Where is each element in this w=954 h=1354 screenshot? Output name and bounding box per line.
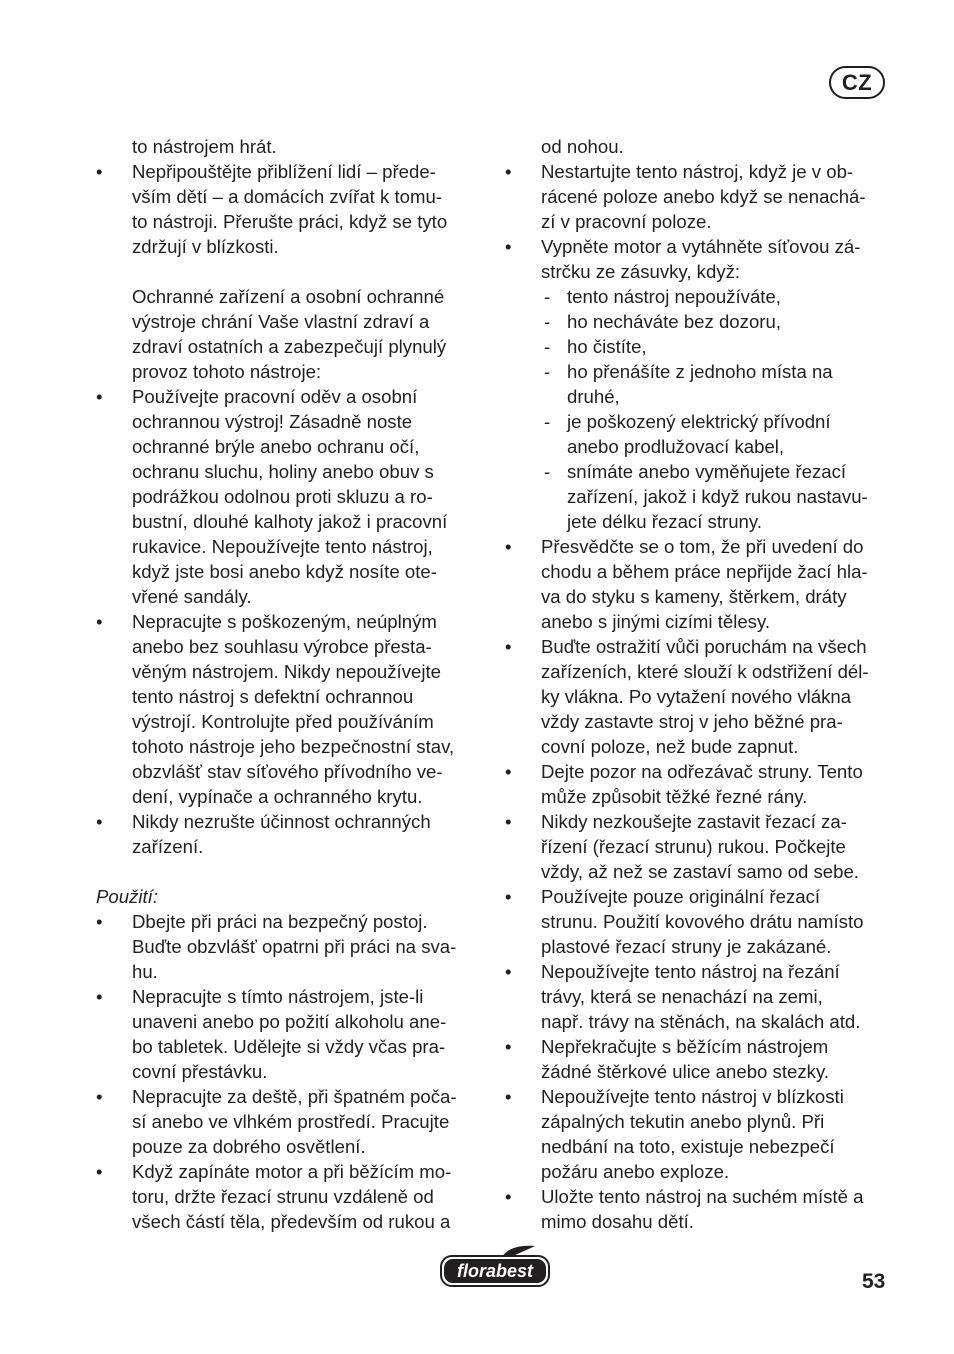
text-line: Nikdy nezkoušejte zastavit řezací za-	[541, 811, 847, 832]
text-line: ho čistíte,	[567, 336, 647, 357]
bullet-item	[505, 884, 905, 959]
bullet-item	[505, 1184, 905, 1234]
logo-text: florabest	[456, 1261, 534, 1281]
bullet-mark: •	[96, 986, 103, 1007]
bullet-item	[505, 959, 905, 1034]
bullet-mark: •	[505, 1036, 512, 1057]
text-line: Nepoužívejte tento nástroj v blízkosti	[541, 1086, 844, 1107]
text-line: covní přestávku.	[132, 1061, 268, 1082]
left-text-column	[96, 134, 492, 1234]
text-line: dení, vypínače a ochranného krytu.	[132, 786, 423, 807]
bullet-item	[96, 809, 492, 859]
text-paragraph	[505, 134, 905, 159]
text-line: ho necháváte bez dozoru,	[567, 311, 781, 332]
text-line: Nepracujte s tímto nástrojem, jste-li	[132, 986, 424, 1007]
text-line: vším dětí – a domácích zvířat k tomu-	[132, 186, 443, 207]
text-line: provoz tohoto nástroje:	[132, 361, 322, 382]
text-line: anebo bez souhlasu výrobce přesta-	[132, 636, 432, 657]
text-line: např. trávy na stěnách, na skalách atd.	[541, 1011, 861, 1032]
dash-mark: -	[544, 411, 551, 432]
bullet-item	[505, 1034, 905, 1084]
text-line: Buďte ostražití vůči poruchám na všech	[541, 636, 867, 657]
language-code: CZ	[841, 69, 873, 95]
text-line: nedbání na toto, existuje nebezpečí	[541, 1136, 835, 1157]
dash-item	[505, 309, 905, 334]
bullet-item	[505, 234, 905, 284]
bullet-item	[96, 384, 492, 609]
text-line: chodu a během práce nepřijde žací hla-	[541, 561, 868, 582]
text-line: zařízení.	[132, 836, 204, 857]
text-line: Nikdy nezrušte účinnost ochranných	[132, 811, 431, 832]
bullet-mark: •	[505, 961, 512, 982]
text-line: ochrannou výstroj! Zásadně noste	[132, 411, 413, 432]
text-line: pouze za dobrého osvětlení.	[132, 1136, 366, 1157]
text-line: Používejte pouze originální řezací	[541, 886, 821, 907]
text-line: Používejte pracovní oděv a osobní	[132, 386, 418, 407]
text-line: žádné štěrkové ulice anebo stezky.	[541, 1061, 830, 1082]
text-line: může způsobit těžké řezné rány.	[541, 786, 808, 807]
bullet-item	[96, 984, 492, 1084]
text-line: Dbejte při práci na bezpečný postoj.	[132, 911, 428, 932]
bullet-item	[505, 534, 905, 634]
text-line: Vypněte motor a vytáhněte síťovou zá-	[541, 236, 861, 257]
text-line: strunu. Použití kovového drátu namísto	[541, 911, 864, 932]
text-line: snímáte anebo vyměňujete řezací	[567, 461, 847, 482]
right-text-column	[505, 134, 905, 1234]
text-line: tento nástroj s defektní ochrannou	[132, 686, 414, 707]
text-line: Nepracujte s poškozeným, neúplným	[132, 611, 437, 632]
text-line: všech částí těla, především od rukou a	[132, 1211, 451, 1232]
bullet-mark: •	[96, 1086, 103, 1107]
paragraph-spacer	[96, 859, 492, 884]
text-line: Nestartujte tento nástroj, když je v ob-	[541, 161, 854, 182]
text-line: rukavice. Nepoužívejte tento nástroj,	[132, 536, 433, 557]
text-line: va do styku s kameny, štěrkem, dráty	[541, 586, 847, 607]
text-line: covní poloze, než bude zapnut.	[541, 736, 799, 757]
text-line: hu.	[132, 961, 158, 982]
dash-item	[505, 284, 905, 309]
text-line: Nepřekračujte s běžícím nástrojem	[541, 1036, 829, 1057]
bullet-mark: •	[505, 236, 512, 257]
text-line: tento nástroj nepoužíváte,	[567, 286, 781, 307]
text-line: je poškozený elektrický přívodní	[567, 411, 831, 432]
language-badge	[829, 66, 885, 99]
text-line: strčku ze zásuvky, když:	[541, 261, 741, 282]
text-line: Přesvědčte se o tom, že při uvedení do	[541, 536, 864, 557]
text-line: výstroje chrání Vaše vlastní zdraví a	[132, 311, 430, 332]
bullet-mark: •	[96, 161, 103, 182]
bullet-mark: •	[96, 386, 103, 407]
bullet-mark: •	[505, 886, 512, 907]
text-line: anebo s jinými cizími tělesy.	[541, 611, 771, 632]
text-line: Ochranné zařízení a osobní ochranné	[132, 286, 445, 307]
dash-item	[505, 334, 905, 359]
bullet-mark: •	[505, 761, 512, 782]
bullet-item	[96, 1084, 492, 1159]
bullet-item	[505, 809, 905, 884]
text-paragraph	[96, 134, 492, 159]
bullet-item	[96, 159, 492, 259]
text-line: Buďte obzvlášť opatrni při práci na sva-	[132, 936, 457, 957]
dash-item	[505, 359, 905, 409]
dash-mark: -	[544, 361, 551, 382]
text-line: vřené sandály.	[132, 586, 252, 607]
text-line: od nohou.	[541, 136, 624, 157]
text-line: obzvlášť stav síťového přívodního ve-	[132, 761, 443, 782]
text-line: jete délku řezací struny.	[567, 511, 762, 532]
dash-mark: -	[544, 286, 551, 307]
bullet-mark: •	[505, 1086, 512, 1107]
dash-item	[505, 459, 905, 534]
text-line: Nepoužívejte tento nástroj na řezání	[541, 961, 840, 982]
section-heading	[96, 884, 492, 909]
bullet-mark: •	[505, 811, 512, 832]
paragraph-spacer	[96, 259, 492, 284]
text-line: řízení (řezací strunu) rukou. Počkejte	[541, 836, 846, 857]
bullet-mark: •	[96, 1161, 103, 1182]
bullet-mark: •	[505, 161, 512, 182]
florabest-logo	[439, 1244, 551, 1290]
text-line: zařízení, jakož i když rukou nastavu-	[567, 486, 868, 507]
text-line: anebo prodlužovací kabel,	[567, 436, 785, 457]
text-line: to nástroji. Přerušte práci, když se tyto	[132, 211, 448, 232]
text-line: věným nástrojem. Nikdy nepoužívejte	[132, 661, 442, 682]
text-line: ky vlákna. Po vytažení nového vlákna	[541, 686, 852, 707]
text-line: zápalných tekutin anebo plynů. Při	[541, 1111, 825, 1132]
bullet-item	[505, 159, 905, 234]
text-line: zařízeních, které slouží k odstřižení dél-	[541, 661, 869, 682]
text-line: rácené poloze anebo když se nenachá-	[541, 186, 866, 207]
text-line: tohoto nástroje jeho bezpečnostní stav,	[132, 736, 455, 757]
text-line: zdraví ostatních a zabezpečují plynulý	[132, 336, 447, 357]
bullet-mark: •	[96, 611, 103, 632]
text-paragraph	[96, 284, 492, 384]
text-line: bo tabletek. Udělejte si vždy včas pra-	[132, 1036, 446, 1057]
text-line: mimo dosahu dětí.	[541, 1211, 694, 1232]
text-line: Uložte tento nástroj na suchém místě a	[541, 1186, 864, 1207]
text-line: zí v pracovní poloze.	[541, 211, 712, 232]
text-line: Nepracujte za deště, při špatném poča-	[132, 1086, 457, 1107]
text-line: Použití:	[96, 886, 159, 907]
dash-mark: -	[544, 336, 551, 357]
bullet-item	[505, 759, 905, 809]
text-line: vždy zastavte stroj v jeho běžné pra-	[541, 711, 843, 732]
text-line: Nepřipouštějte přiblížení lidí – přede-	[132, 161, 436, 182]
bullet-mark: •	[505, 636, 512, 657]
text-line: sí anebo ve vlhkém prostředí. Pracujte	[132, 1111, 450, 1132]
text-line: výstrojí. Kontrolujte před používáním	[132, 711, 434, 732]
text-line: unaveni anebo po požití alkoholu ane-	[132, 1011, 447, 1032]
text-line: toru, držte řezací strunu vzdáleně od	[132, 1186, 434, 1207]
bullet-mark: •	[505, 536, 512, 557]
bullet-item	[96, 609, 492, 809]
bullet-item	[505, 634, 905, 759]
text-line: ochranné brýle anebo ochranu očí,	[132, 436, 420, 457]
page-number: 53	[862, 1270, 886, 1293]
dash-mark: -	[544, 311, 551, 332]
text-line: vždy, až než se zastaví samo od sebe.	[541, 861, 859, 882]
dash-mark: -	[544, 461, 551, 482]
bullet-mark: •	[96, 811, 103, 832]
bullet-item	[96, 909, 492, 984]
bullet-item	[505, 1084, 905, 1184]
bullet-mark: •	[505, 1186, 512, 1207]
dash-item	[505, 409, 905, 459]
text-line: zdržují v blízkosti.	[132, 236, 279, 257]
text-line: to nástrojem hrát.	[132, 136, 277, 157]
text-line: Dejte pozor na odřezávač struny. Tento	[541, 761, 863, 782]
text-line: plastové řezací struny je zakázané.	[541, 936, 832, 957]
text-line: když jste bosi anebo když nosíte ote-	[132, 561, 437, 582]
text-line: požáru anebo exploze.	[541, 1161, 730, 1182]
text-line: trávy, která se nenachází na zemi,	[541, 986, 823, 1007]
bullet-mark: •	[96, 911, 103, 932]
text-line: ochranu sluchu, holiny anebo obuv s	[132, 461, 434, 482]
text-line: bustní, dlouhé kalhoty jakož i pracovní	[132, 511, 448, 532]
text-line: ho přenášíte z jednoho místa na	[567, 361, 833, 382]
text-line: druhé,	[567, 386, 620, 407]
text-line: podrážkou odolnou proti skluzu a ro-	[132, 486, 433, 507]
bullet-item	[96, 1159, 492, 1234]
text-line: Když zapínáte motor a při běžícím mo-	[132, 1161, 452, 1182]
